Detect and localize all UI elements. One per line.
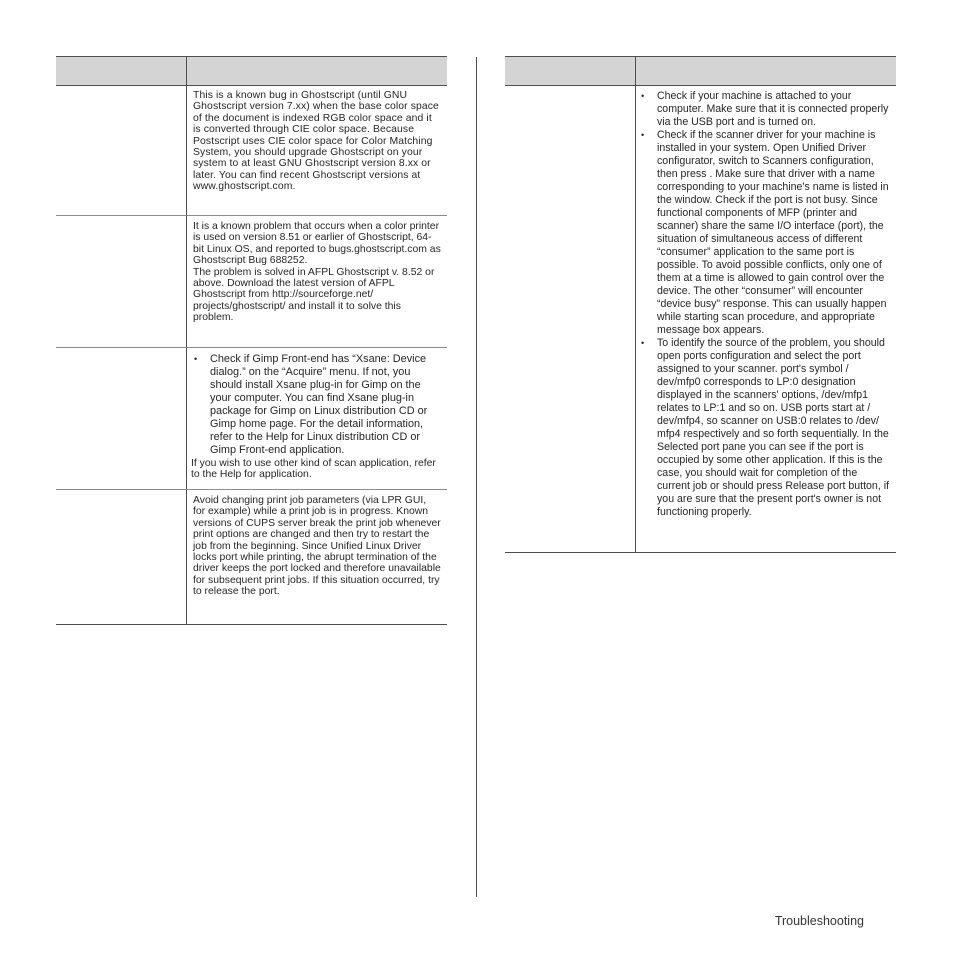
solution-bullet: • Check if the scanner driver for your machine is installed in your system. Open Unified Driver configurator, switch to Scanners configuration, then press . Make sure that driver with a name corresponding to your machine's name is listed in the window. Check if the port is not busy. Since functional components of MFP (printer and scanner) share the same I/O interface (port), the situation of simultaneous access of different “consumer” application to the same port is possible. To avoid possible conflicts, only one of them at a time is allowed to gain control over the device. The other “consumer” will encounter “device busy” response. This can usually happen while starting scan procedure, and appropriate message box appears.	[638, 129, 890, 337]
solution-bullet: • Check if your machine is attached to your computer. Make sure that it is connected properly via the USB port and is turned on.	[638, 90, 890, 129]
table-row	[56, 348, 447, 490]
table-row	[505, 86, 896, 552]
right-header-cell-2	[636, 57, 896, 85]
right-header-cell-1	[505, 57, 636, 85]
page-footer-label: Troubleshooting	[774, 914, 864, 928]
problem-cell	[56, 216, 187, 347]
solution-cell	[187, 86, 447, 215]
left-header-cell-2	[187, 57, 447, 85]
solution-cell	[187, 216, 447, 347]
problem-cell	[56, 490, 187, 624]
solution-bullet: • To identify the source of the problem, you should open ports configuration and select the port assigned to your scanner. port's symbol / dev/mfp0 corresponds to LP:0 designation displayed in the scanners' options, /dev/mfp1 relates to LP:1 and so on. USB ports start at / dev/mfp4, so scanner on USB:0 relates to /dev/ mfp4 respectively and so forth sequentially. In the Selected port pane you can see if the port is occupied by some other application. If this is the case, you should wait for completion of the current job or should press Release port button, if you are sure that the present port's owner is not functioning properly.	[638, 337, 890, 519]
solution-cell	[187, 348, 447, 489]
table-row	[56, 86, 447, 216]
problem-cell	[56, 86, 187, 215]
solution-text: It is a known problem that occurs when a color printer is used on version 8.51 or earlier of Ghostscript, 64-bit Linux OS, and reported to bugs.ghostscript.com as Ghostscript Bug 688252.	[193, 221, 441, 267]
table-row	[56, 490, 447, 624]
right-table-header	[505, 56, 896, 86]
left-table-header	[56, 56, 447, 86]
solution-text: If you wish to use other kind of scan application, refer to the Help for application.	[191, 458, 436, 481]
solution-text: This is a known bug in Ghostscript (until GNU Ghostscript version 7.xx) when the base color space of the document is indexed RGB color space and it is converted through CIE color space. Because Postscript uses CIE color space for Color Matching System, you should upgrade Ghostscript on your system to at least GNU Ghostscript version 8.xx or later. You can find recent Ghostscript versions at www.ghostscript.com.	[193, 90, 439, 193]
solution-text: The problem is solved in AFPL Ghostscript v. 8.52 or above. Download the latest version of AFPL Ghostscript from http://sourceforge.net/ projects/ghostscript/ and install it to solve this problem.	[193, 266, 435, 324]
left-header-cell-1	[56, 57, 187, 85]
left-table	[56, 56, 447, 625]
problem-cell	[505, 86, 636, 552]
solution-bullet: • Check if Gimp Front-end has “Xsane: Device dialog.” on the “Acquire” menu. If not, you should install Xsane plug-in for Gimp on the your computer. You can find Xsane plug-in package for Gimp on Linux distribution CD or Gimp home page. For the detail information, refer to the Help for Linux distribution CD or Gimp Front-end application.	[191, 353, 441, 457]
solution-text: Avoid changing print job parameters (via LPR GUI, for example) while a print job is in progress. Known versions of CUPS server break the print job whenever print options are changed and then try to restart the job from the beginning. Since Unified Linux Driver locks port while printing, the abrupt termination of the driver keeps the port locked and therefore unavailable for subsequent print jobs. If this situation occurred, try to release the port.	[193, 495, 441, 598]
solution-cell	[187, 490, 447, 624]
table-row	[56, 216, 447, 348]
solution-cell	[636, 86, 896, 552]
right-table	[505, 56, 896, 553]
column-separator	[476, 57, 477, 897]
problem-cell	[56, 348, 187, 489]
